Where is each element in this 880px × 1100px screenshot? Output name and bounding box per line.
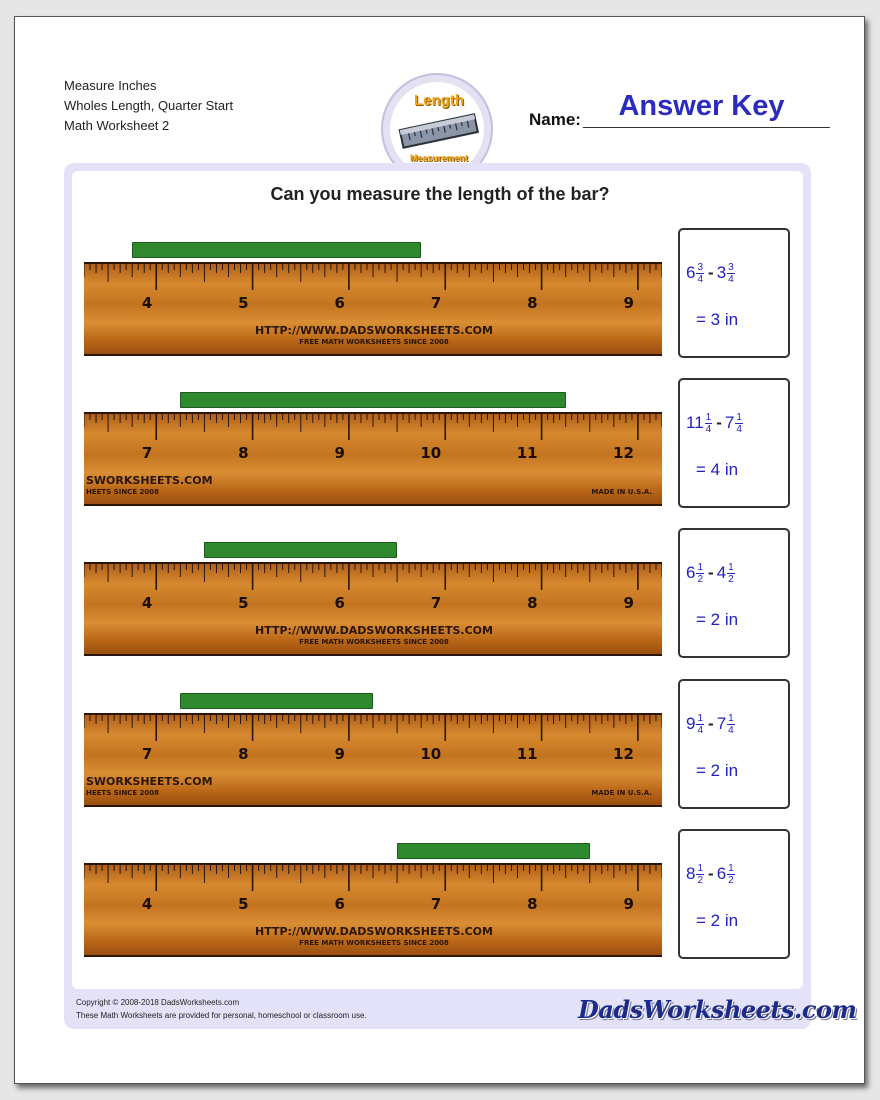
- answer-box: [678, 378, 790, 508]
- ruler-inch-label: 9: [334, 444, 345, 462]
- ruler-inch-label: 6: [334, 895, 345, 913]
- ruler-url-text: HTTP://WWW.DADSWORKSHEETS.COM: [255, 624, 493, 637]
- answer-box: [678, 228, 790, 358]
- usage-note: These Math Worksheets are provided for personal, homeschool or classroom use.: [76, 1011, 367, 1020]
- ruler-sub-text: FREE MATH WORKSHEETS SINCE 2008: [299, 939, 449, 947]
- fraction: [696, 262, 704, 285]
- ruler-inch-label: 9: [623, 294, 634, 312]
- answer-expression: [686, 558, 736, 588]
- fraction-numerator: 1: [728, 561, 734, 573]
- footer-text: [76, 996, 367, 1022]
- fraction: [727, 562, 735, 585]
- ruler-inch-label: 7: [430, 594, 442, 612]
- problem-5: [0, 827, 880, 957]
- fraction-numerator: 1: [705, 411, 712, 423]
- problem-3: [0, 526, 880, 656]
- answer-result: = 2 in: [696, 761, 739, 780]
- fraction: [705, 412, 713, 435]
- brand-logo: DadsWorksheets.com: [578, 995, 857, 1024]
- fraction-denominator: 4: [697, 273, 704, 285]
- ruler-url-text: SWORKSHEETS.COM: [86, 474, 213, 487]
- ruler-inch-label: 4: [141, 294, 153, 312]
- fraction-numerator: 3: [728, 261, 734, 273]
- ruler-inch-label: 5: [238, 294, 249, 312]
- whole-number: 6: [716, 864, 727, 883]
- ruler-inch-label: 4: [141, 895, 153, 913]
- question-text: Can you measure the length of the bar?: [270, 184, 610, 204]
- minus-sign: -: [708, 714, 714, 733]
- whole-number: 11: [686, 413, 704, 432]
- ruler-inch-label: 10: [420, 444, 442, 462]
- ruler-inch-label: 10: [420, 745, 442, 763]
- ruler-markings: [84, 865, 662, 957]
- ruler: [84, 412, 662, 506]
- minus-sign: -: [716, 413, 722, 432]
- ruler-inch-label: 8: [527, 294, 538, 312]
- fraction: [696, 562, 704, 585]
- fraction-denominator: 4: [705, 423, 712, 435]
- logo-word-length: Length: [414, 92, 464, 109]
- fraction-numerator: 1: [697, 712, 704, 724]
- ruler-inch-label: 8: [527, 594, 538, 612]
- ruler-sub-text: FREE MATH WORKSHEETS SINCE 2008: [299, 338, 449, 346]
- fraction-numerator: 1: [697, 561, 704, 573]
- ruler: [84, 562, 662, 656]
- measure-bar: [180, 693, 373, 709]
- ruler-inch-label: 8: [238, 444, 249, 462]
- ruler-inch-label: 12: [613, 444, 634, 462]
- ruler-inch-label: 8: [238, 745, 249, 763]
- ruler-inch-label: 9: [334, 745, 345, 763]
- ruler-inch-label: 11: [516, 444, 538, 462]
- ruler-icon: [397, 112, 481, 152]
- problem-2: [0, 376, 880, 506]
- fraction-denominator: 2: [728, 874, 734, 886]
- ruler-inch-label: 7: [141, 444, 153, 462]
- answer-expression: [686, 408, 744, 438]
- answer-result: = 3 in: [696, 310, 739, 329]
- ruler-inch-label: 4: [141, 594, 153, 612]
- whole-number: 7: [716, 714, 727, 733]
- header-line-1: Measure Inches: [64, 78, 157, 93]
- measure-bar: [132, 242, 421, 258]
- fraction: [727, 863, 735, 886]
- name-label: Name:: [529, 110, 581, 129]
- ruler: [84, 262, 662, 356]
- whole-number: 9: [686, 714, 696, 733]
- answer-key-title: Answer Key: [618, 90, 785, 122]
- answer-result: = 2 in: [696, 911, 739, 930]
- ruler-inch-label: 6: [334, 594, 345, 612]
- measure-bar: [397, 843, 590, 859]
- fraction: [727, 713, 735, 736]
- ruler: [84, 713, 662, 807]
- header-line-3: Math Worksheet 2: [64, 118, 170, 133]
- whole-number: 7: [724, 413, 735, 432]
- copyright-text: Copyright © 2008-2018 DadsWorksheets.com: [76, 998, 240, 1007]
- ruler-inch-label: 5: [238, 594, 249, 612]
- measure-bar: [180, 392, 565, 408]
- measure-bar: [204, 542, 397, 558]
- ruler-inch-label: 9: [623, 594, 634, 612]
- whole-number: 8: [686, 864, 696, 883]
- ruler-markings: [84, 264, 662, 356]
- fraction-denominator: 4: [697, 724, 704, 736]
- ruler-made-in-text: MADE IN U.S.A.: [591, 789, 652, 797]
- ruler-inch-label: 12: [613, 745, 634, 763]
- ruler-sub-text: FREE MATH WORKSHEETS SINCE 2008: [299, 638, 449, 646]
- answer-expression: [686, 258, 736, 288]
- answer-expression: [686, 859, 736, 889]
- fraction-denominator: 2: [728, 573, 734, 585]
- answer-box: [678, 528, 790, 658]
- fraction-denominator: 2: [697, 573, 704, 585]
- ruler-inch-label: 9: [623, 895, 634, 913]
- whole-number: 6: [686, 263, 696, 282]
- minus-sign: -: [708, 563, 714, 582]
- fraction: [735, 412, 743, 435]
- ruler-url-text: SWORKSHEETS.COM: [86, 775, 213, 788]
- answer-result: = 2 in: [696, 610, 739, 629]
- ruler-inch-label: 5: [238, 895, 249, 913]
- ruler-markings: [84, 715, 662, 807]
- ruler-markings: [84, 564, 662, 656]
- fraction-denominator: 2: [697, 874, 704, 886]
- ruler-sub-text: HEETS SINCE 2008: [86, 789, 160, 797]
- fraction: [696, 713, 704, 736]
- ruler-inch-label: 7: [141, 745, 153, 763]
- fraction-numerator: 1: [736, 411, 742, 423]
- answer-result: = 4 in: [696, 460, 739, 479]
- header-line-2: Wholes Length, Quarter Start: [64, 98, 234, 113]
- ruler: [84, 863, 662, 957]
- whole-number: 4: [716, 563, 727, 582]
- ruler-made-in-text: MADE IN U.S.A.: [591, 488, 652, 496]
- answer-expression: [686, 709, 736, 739]
- whole-number: 6: [686, 563, 696, 582]
- ruler-markings: [84, 414, 662, 506]
- name-line: [583, 127, 830, 128]
- answer-box: [678, 679, 790, 809]
- fraction-numerator: 3: [697, 261, 704, 273]
- fraction-numerator: 1: [728, 712, 734, 724]
- problem-4: [0, 677, 880, 807]
- ruler-sub-text: HEETS SINCE 2008: [86, 488, 160, 496]
- fraction: [696, 863, 704, 886]
- ruler-url-text: HTTP://WWW.DADSWORKSHEETS.COM: [255, 324, 493, 337]
- fraction-numerator: 1: [697, 862, 704, 874]
- fraction-denominator: 4: [728, 724, 734, 736]
- ruler-inch-label: 11: [516, 745, 538, 763]
- fraction-denominator: 4: [728, 273, 734, 285]
- minus-sign: -: [708, 864, 714, 883]
- ruler-inch-label: 6: [334, 294, 345, 312]
- problem-1: [0, 226, 880, 356]
- logo-word-measurement: Measurement: [409, 153, 469, 163]
- ruler-inch-label: 7: [430, 294, 442, 312]
- minus-sign: -: [708, 263, 714, 282]
- fraction: [727, 262, 735, 285]
- ruler-inch-label: 8: [527, 895, 538, 913]
- ruler-inch-label: 7: [430, 895, 442, 913]
- whole-number: 3: [716, 263, 727, 282]
- answer-box: [678, 829, 790, 959]
- ruler-url-text: HTTP://WWW.DADSWORKSHEETS.COM: [255, 925, 493, 938]
- fraction-denominator: 4: [736, 423, 742, 435]
- fraction-numerator: 1: [728, 862, 734, 874]
